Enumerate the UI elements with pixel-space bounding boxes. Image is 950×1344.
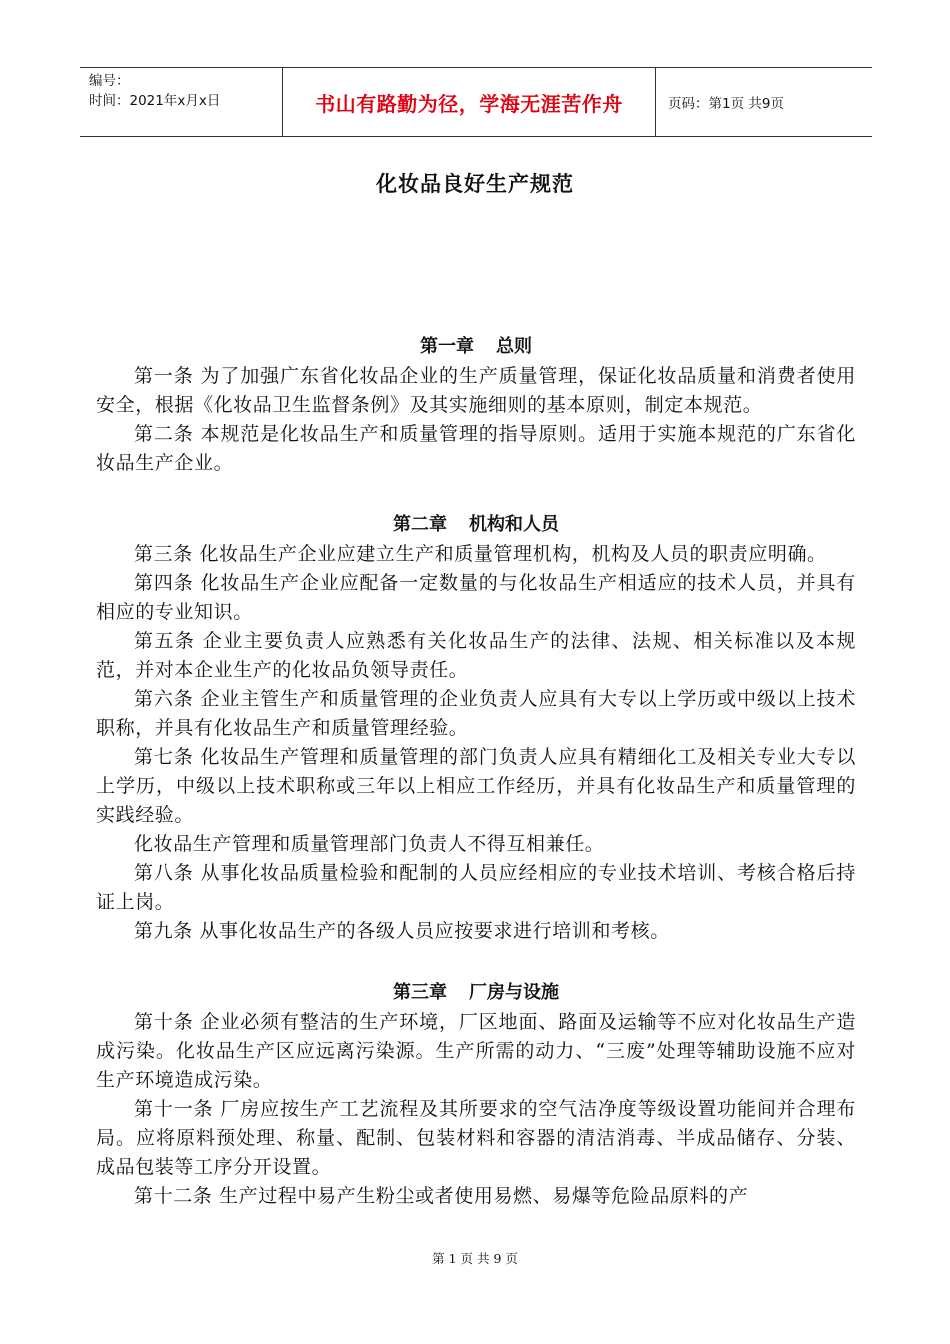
document-body <box>96 332 856 1211</box>
chapter-heading <box>96 510 856 540</box>
chapter-name: 厂房与设施 <box>469 982 559 1003</box>
article-paragraph: 第二条 本规范是化妆品生产和质量管理的指导原则。适用于实施本规范的广东省化妆品生产企业。 <box>96 423 856 474</box>
article-paragraph: 化妆品生产管理和质量管理部门负责人不得互相兼任。 <box>134 833 605 855</box>
article-paragraph: 第十一条 厂房应按生产工艺流程及其所要求的空气洁净度等级设置功能间并合理布局。应将原料预处理、称量、配制、包装材料和容器的清洁消毒、半成品储存、分装、成品包装等工序分开设置。 <box>96 1098 856 1178</box>
chapter-number: 第一章 <box>420 336 474 357</box>
article-paragraph: 第十条 企业必须有整洁的生产环境，厂区地面、路面及运输等不应对化妆品生产造成污染。化妆品生产区应远离污染源。生产所需的动力、“三废”处理等辅助设施不应对生产环境造成污染。 <box>96 1011 856 1091</box>
number-label: 编号： <box>89 73 130 89</box>
article-paragraph: 第一条 为了加强广东省化妆品企业的生产质量管理，保证化妆品质量和消费者使用安全，根据《化妆品卫生监督条例》及其实施细则的基本原则，制定本规范。 <box>96 365 856 416</box>
article-paragraph: 第十二条 生产过程中易产生粉尘或者使用易燃、易爆等危险品原料的产 <box>134 1185 749 1207</box>
article-paragraph: 第九条 从事化妆品生产的各级人员应按要求进行培训和考核。 <box>134 920 670 942</box>
article-paragraph: 第七条 化妆品生产管理和质量管理的部门负责人应具有精细化工及相关专业大专以上学历，中级以上技术职称或三年以上相应工作经历，并具有化妆品生产和质量管理的实践经验。 <box>96 746 856 826</box>
chapter-number: 第二章 <box>393 514 447 535</box>
article-paragraph: 第三条 化妆品生产企业应建立生产和质量管理机构，机构及人员的职责应明确。 <box>134 543 827 565</box>
chapter-heading <box>96 978 856 1008</box>
article-paragraph: 第四条 化妆品生产企业应配备一定数量的与化妆品生产相适应的技术人员，并具有相应的专业知识。 <box>96 572 856 623</box>
article-paragraph: 第五条 企业主要负责人应熟悉有关化妆品生产的法律、法规、相关标准以及本规范，并对本企业生产的化妆品负领导责任。 <box>96 630 856 681</box>
header-page-info: 页码：第1页 共9页 <box>668 96 784 112</box>
document-header <box>80 67 872 137</box>
document-title: 化妆品良好生产规范 <box>376 172 574 196</box>
header-motto: 书山有路勤为径，学海无涯苦作舟 <box>282 68 656 136</box>
article-paragraph: 第八条 从事化妆品质量检验和配制的人员应经相应的专业技术培训、考核合格后持证上岗。 <box>96 862 856 913</box>
chapter-number: 第三章 <box>393 982 447 1003</box>
page-footer: 第 1 页 共 9 页 <box>432 1251 518 1266</box>
header-meta <box>80 68 282 136</box>
article-paragraph: 第六条 企业主管生产和质量管理的企业负责人应具有大专以上学历或中级以上技术职称，并具有化妆品生产和质量管理经验。 <box>96 688 856 739</box>
chapter-name: 总则 <box>496 336 532 357</box>
chapter-heading <box>96 332 856 362</box>
chapter-name: 机构和人员 <box>469 514 559 535</box>
time-label: 时间：2021年x月x日 <box>89 93 221 109</box>
